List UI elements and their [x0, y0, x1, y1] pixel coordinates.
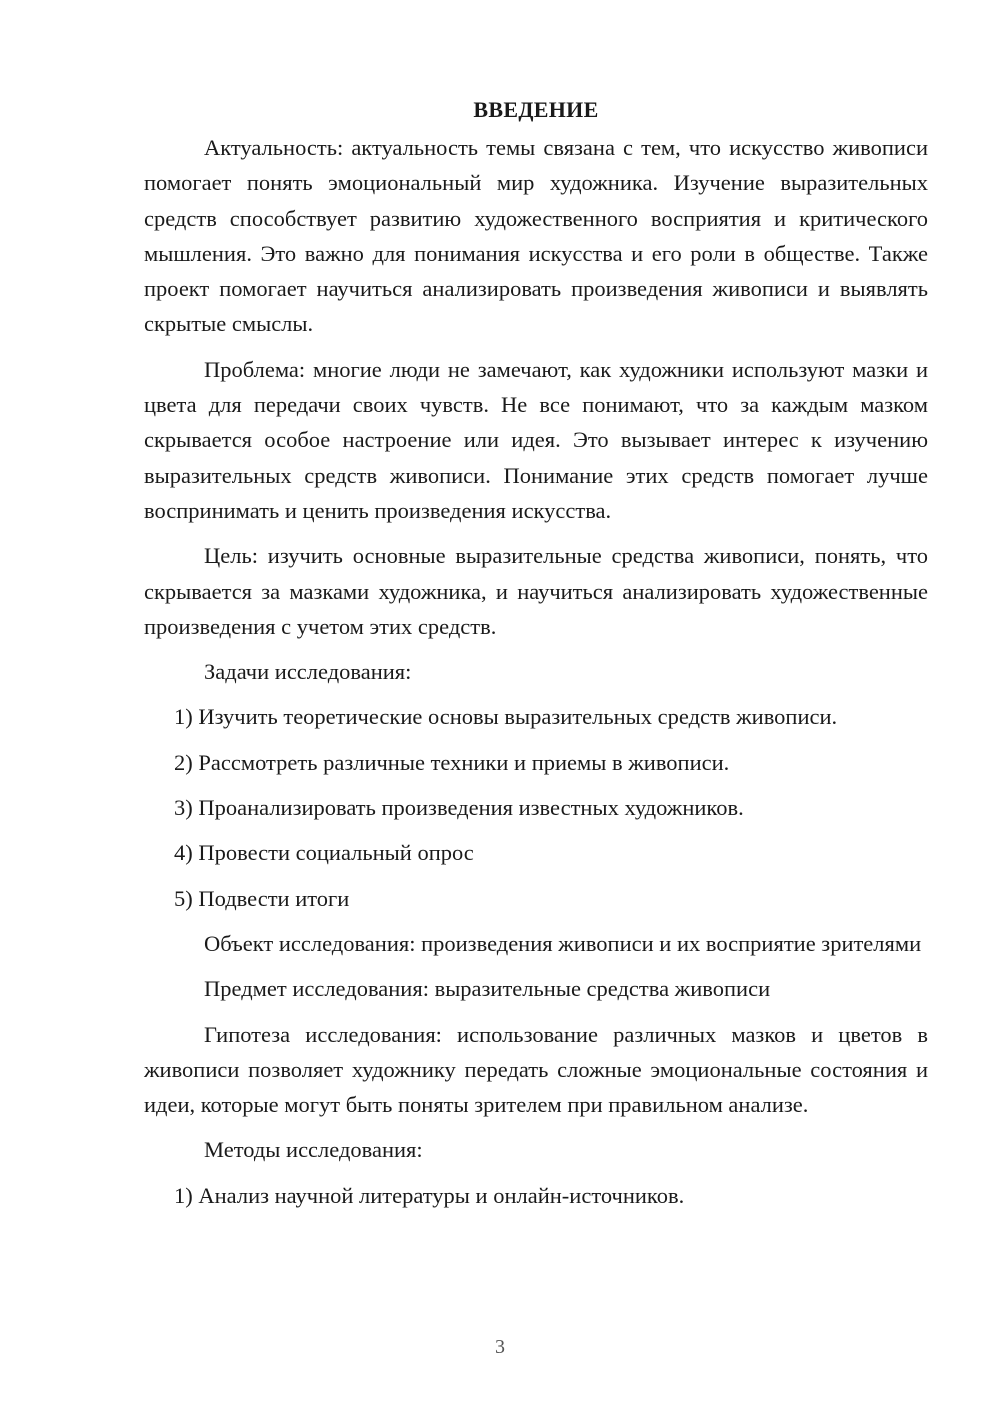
task-item: 2) Рассмотреть различные техники и приемы в живописи.: [174, 749, 730, 775]
document-page: [144, 94, 928, 1223]
page-number: 3: [495, 1336, 505, 1358]
object-paragraph: Объект исследования: произведения живописи и их восприятие зрителями: [204, 930, 922, 956]
section-title: ВВЕДЕНИЕ: [473, 97, 599, 122]
task-item: 3) Проанализировать произведения известных художников.: [174, 795, 744, 821]
task-item: 5) Подвести итоги: [174, 885, 350, 911]
hypothesis-paragraph: Гипотеза исследования: использование различных мазков и цветов в живописи позволяет художнику передать сложные эмоциональные состояния и идеи, которые могут быть поняты зрителем при правильном анализе.: [144, 1021, 928, 1118]
methods-heading: Методы исследования:: [204, 1137, 423, 1163]
task-item: 1) Изучить теоретические основы выразительных средств живописи.: [174, 704, 838, 730]
tasks-heading: Задачи исследования:: [204, 659, 412, 685]
problem-paragraph: Проблема: многие люди не замечают, как художники используют мазки и цвета для передачи своих чувств. Не все понимают, что за каждым мазком скрывается особое настроение или идея. Это вызывает интерес к изучению выразительных средств живописи. Понимание этих средств помогает лучше воспринимать и ценить произведения искусства.: [144, 356, 928, 523]
method-item: 1) Анализ научной литературы и онлайн-источников.: [174, 1182, 685, 1208]
task-item: 4) Провести социальный опрос: [174, 840, 474, 866]
relevance-paragraph: Актуальность: актуальность темы связана с тем, что искусство живописи помогает понять эмоциональный мир художника. Изучение выразительных средств способствует развитию художественного восприятия и критического мышления. Это важно для понимания искусства и его роли в обществе. Также проект помогает научиться анализировать произведения живописи и выявлять скрытые смыслы.: [144, 135, 928, 337]
goal-paragraph: Цель: изучить основные выразительные средства живописи, понять, что скрывается за мазками художника, и научиться анализировать художественные произведения с учетом этих средств.: [144, 543, 928, 639]
subject-paragraph: Предмет исследования: выразительные средства живописи: [204, 976, 771, 1002]
